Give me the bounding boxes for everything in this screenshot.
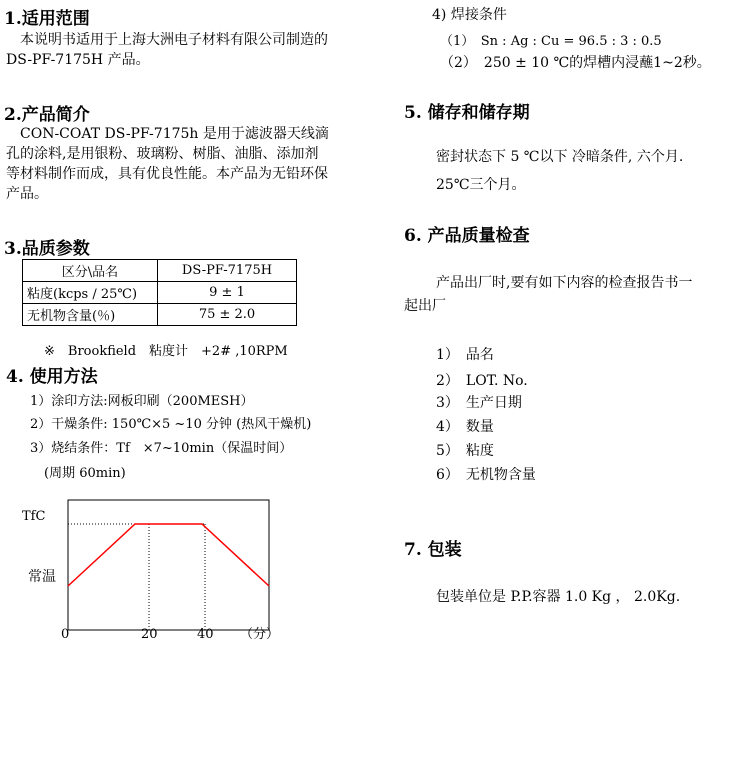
scope-heading: 1.适用范围	[4, 9, 90, 29]
chart-frame	[68, 500, 269, 630]
usage-item: 1）涂印方法:网板印刷（200MESH）	[30, 394, 254, 409]
table-row	[23, 304, 297, 326]
quality-item: 5） 粘度	[436, 443, 494, 459]
table-cell: 无机物含量(％)	[23, 304, 158, 326]
x-unit-label: （分）	[240, 627, 280, 642]
params-table	[22, 259, 297, 326]
usage-item: (周期 60min)	[44, 466, 126, 481]
table-cell: 粘度(kcps / 25℃)	[23, 282, 158, 304]
quality-item: 2） LOT. No.	[436, 373, 528, 389]
intro-body: CON-COAT DS-PF-7175h 是用于滤波器天线滴孔的涂料,是用银粉、玻璃粉、树脂、油脂、添加剂等材料制作而成，具有优良性能。本产品为无铅环保产品。	[6, 126, 329, 202]
scope-body: 本说明书适用于上海大洲电子材料有限公司制造的 DS-PF-7175H 产品。	[6, 32, 328, 68]
x-tick-label: 40	[197, 627, 214, 642]
quality-item: 4） 数量	[436, 419, 494, 435]
table-row	[23, 282, 297, 304]
quality-heading: 6. 产品质量检查	[404, 226, 530, 246]
quality-item: 3） 生产日期	[436, 395, 522, 411]
quality-body: 起出厂	[404, 298, 446, 314]
packing-heading: 7. 包装	[404, 540, 462, 560]
welding-item: （1） Sn : Ag : Cu = 96.5 : 3 : 0.5	[440, 34, 662, 49]
storage-body: 密封状态下 5 ℃以下 冷暗条件, 六个月.	[436, 149, 684, 165]
intro-heading: 2.产品简介	[4, 105, 90, 125]
welding-item: （2） 250 ± 10 ℃的焊槽内浸蘸1~2秒。	[440, 55, 711, 71]
x-tick-label: 20	[141, 627, 158, 642]
quality-item: 1） 品名	[436, 347, 494, 363]
y-label-tf: TfC	[22, 509, 46, 524]
y-label-ambient: 常温	[28, 569, 56, 585]
quality-item: 6） 无机物含量	[436, 467, 536, 483]
firing-profile-chart	[0, 492, 300, 642]
table-header-cell: DS-PF-7175H	[158, 260, 297, 282]
usage-item: 2）干燥条件: 150℃×5 ~10 分钟 (热风干燥机)	[30, 417, 312, 432]
params-heading: 3.品质参数	[4, 239, 90, 259]
table-cell: 75 ± 2.0	[158, 304, 297, 326]
usage-item: 3）烧结条件：Tf ×7~10min（保温时间）	[30, 441, 293, 456]
temperature-profile-line	[68, 524, 269, 586]
welding-heading: 4) 焊接条件	[432, 7, 507, 23]
table-header-cell: 区分\品名	[23, 260, 158, 282]
usage-heading: 4. 使用方法	[6, 367, 98, 387]
storage-body: 25℃三个月。	[436, 177, 526, 193]
packing-body: 包装单位是 P.P.容器 1.0 Kg ， 2.0Kg.	[436, 589, 681, 605]
storage-heading: 5. 储存和储存期	[404, 103, 530, 123]
table-header-row	[23, 260, 297, 282]
params-note: ※ Brookfield 粘度计 +2# ,10RPM	[44, 344, 288, 359]
x-tick-label: 0	[61, 627, 70, 642]
table-cell: 9 ± 1	[158, 282, 297, 304]
quality-body: 产品出厂时,要有如下内容的检查报告书一	[436, 275, 693, 291]
